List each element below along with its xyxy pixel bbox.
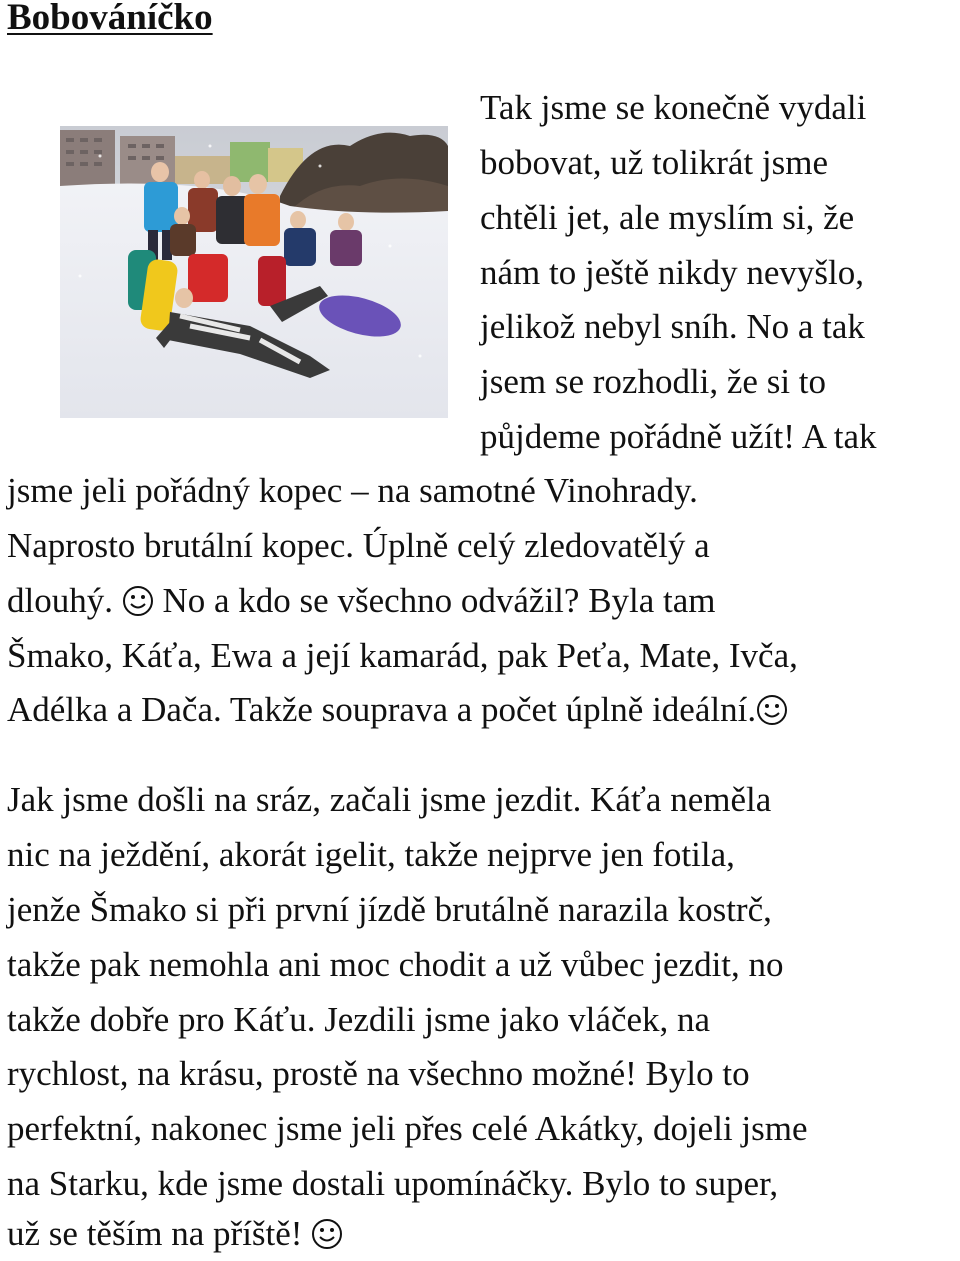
paragraph-2-line-1: Jak jsme došli na sráz, začali jsme jezdit. Káťa neměla — [7, 780, 772, 819]
paragraph-1-line-9: Naprosto brutální kopec. Úplně celý zledovatělý a — [7, 526, 710, 565]
paragraph-2-line-2: nic na ježdění, akorát igelit, takže nejprve jen fotila, — [7, 835, 735, 874]
paragraph-1-line-7: půjdeme pořádně užít! A tak — [480, 417, 877, 456]
paragraph-1-line-8: jsme jeli pořádný kopec – na samotné Vinohrady. — [7, 471, 698, 510]
paragraph-2-line-9 — [7, 1212, 343, 1261]
smiley-face-icon — [311, 1217, 343, 1261]
paragraph-1-line-11: Šmako, Káťa, Ewa a její kamarád, pak Peťa, Mate, Ivča, — [7, 636, 798, 675]
last-line-text: už se těším na příště! — [7, 1214, 312, 1253]
line-10-start: dlouhý. — [7, 581, 122, 620]
sledding-photo — [60, 126, 448, 418]
paragraph-1-line-10 — [7, 579, 716, 628]
paragraph-1-line-5: jelikož nebyl sníh. No a tak — [480, 307, 865, 346]
paragraph-1-line-1: Tak jsme se konečně vydali — [480, 88, 867, 127]
paragraph-2-line-6: rychlost, na krásu, prostě na všechno možné! Bylo to — [7, 1054, 750, 1093]
sledding-photo-image — [60, 126, 448, 418]
paragraph-2-line-3: jenže Šmako si při první jízdě brutálně narazila kostrč, — [7, 890, 772, 929]
page-title: Bobováníčko — [7, 0, 213, 38]
smiley-face-icon — [756, 693, 788, 737]
paragraph-1-line-12 — [7, 688, 788, 737]
paragraph-1-line-4: nám to ještě nikdy nevyšlo, — [480, 253, 864, 292]
smiley-face-icon — [122, 584, 154, 628]
paragraph-1-line-6: jsem se rozhodli, že si to — [480, 362, 827, 401]
paragraph-2-line-8: na Starku, kde jsme dostali upomínáčky. Bylo to super, — [7, 1164, 779, 1203]
paragraph-2-line-5: takže dobře pro Káťu. Jezdili jsme jako vláček, na — [7, 1000, 711, 1039]
line-10-end: No a kdo se všechno odvážil? Byla tam — [153, 581, 716, 620]
paragraph-2-line-7: perfektní, nakonec jsme jeli přes celé Akátky, dojeli jsme — [7, 1109, 808, 1148]
line-12-text: Adélka a Dača. Takže souprava a počet úplně ideální. — [7, 690, 757, 729]
paragraph-1-line-3: chtěli jet, ale myslím si, že — [480, 198, 855, 237]
paragraph-1-line-2: bobovat, už tolikrát jsme — [480, 143, 828, 182]
paragraph-2-line-4: takže pak nemohla ani moc chodit a už vůbec jezdit, no — [7, 945, 784, 984]
